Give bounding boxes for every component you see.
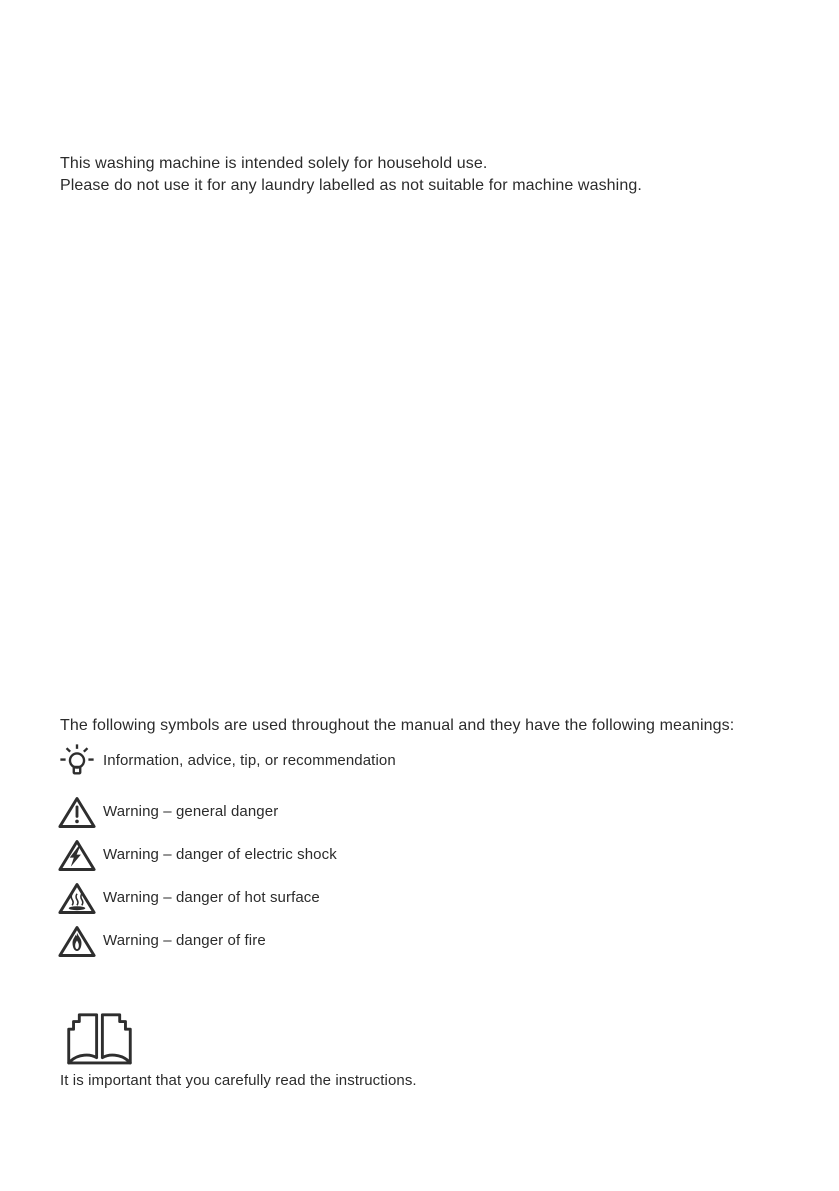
symbol-row-electric-shock [58,836,337,874]
symbol-row-information [58,742,396,780]
warning-electric-shock-icon [58,839,96,872]
symbol-label: Warning – danger of hot surface [103,889,320,906]
symbol-label: Warning – general danger [103,803,279,820]
open-book-icon [62,1003,137,1067]
symbol-label: Information, advice, tip, or recommendation [103,752,396,769]
symbol-row-fire [58,922,266,960]
symbol-label: Warning – danger of fire [103,932,266,949]
intro-paragraph [60,153,642,197]
symbol-row-general-danger [58,793,278,831]
symbol-row-hot-surface [58,879,320,917]
warning-fire-icon [58,925,96,958]
read-instructions-text: It is important that you carefully read the instructions. [60,1072,417,1089]
symbol-label: Warning – danger of electric shock [103,846,337,863]
lightbulb-icon [58,742,96,780]
warning-hot-surface-icon [58,882,96,915]
warning-general-icon [58,796,96,829]
intro-line-2: Please do not use it for any laundry labelled as not suitable for machine washing. [60,177,642,194]
intro-line-1: This washing machine is intended solely for household use. [60,155,488,172]
symbols-heading: The following symbols are used throughout the manual and they have the following meanings: [60,717,735,734]
